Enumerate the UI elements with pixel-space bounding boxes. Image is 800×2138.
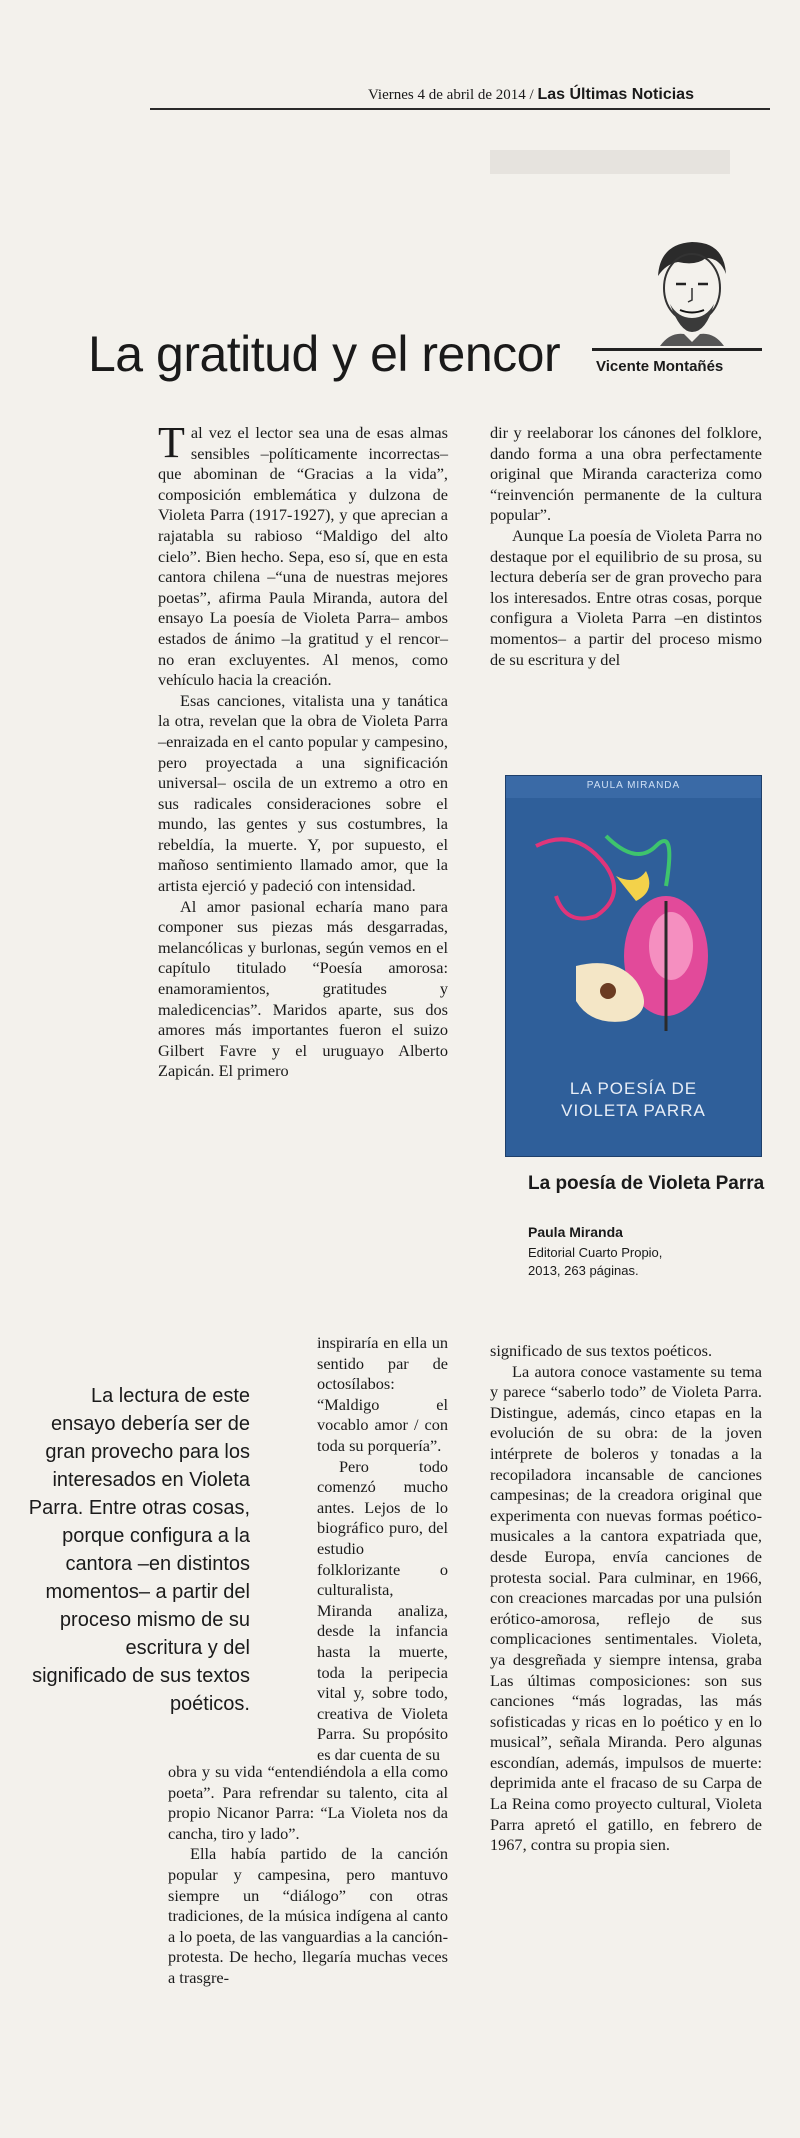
- book-details: 2013, 263 páginas.: [528, 1263, 639, 1278]
- author-byline: Vicente Montañés: [596, 358, 724, 375]
- article-paragraph-5: Ella había partido de la canción popular y campesina, pero mantuvo siempre un “diálogo” con otras tradiciones, de la música indígena al canto a lo poeta, de las vanguardias a la canción-protesta. De hecho, llegaría muchas veces a trasgre-: [168, 1844, 448, 1987]
- book-publication-info: [528, 1244, 738, 1280]
- page-header: [368, 86, 694, 104]
- cover-title: LA POESÍA DE VIOLETA PARRA: [561, 1079, 706, 1120]
- article-paragraph-3: Al amor pasional echaría mano para componer sus piezas más desgarradas, melancólicas y burlonas, según vemos en el capítulo titulado “Poesía amorosa: enamoramientos, gratitudes y maledicencias”. Maridos aparte, sus dos amores más importantes fueron el suizo Gilbert Favre y el uruguayo Alberto Zapicán. El primero: [158, 896, 448, 1081]
- author-rule: [592, 348, 762, 351]
- book-title: La poesía de Violeta Parra: [528, 1173, 765, 1194]
- article-paragraph-2: Esas canciones, vitalista una y tanática la otra, revelan que la obra de Violeta Parra –enraizada en el canto popular y campesino, pero proyectada a una significación universal– oscila de un extremo a otro en sus radicales consideraciones sobre el mundo, las gentes y sus costumbres, la rebeldía, la muerte. Y, por supuesto, el mañoso sentimiento llamado amor, que la artista ejerció y padeció con intensidad.: [158, 690, 448, 896]
- paragraph-text: al vez el lector sea una de esas almas sensibles –políticamente incorrectas– que abominan de “Gracias a la vida”, composición emblemática y dulzona de Violeta Parra (1917-1927), y que aprecian a rajatabla su rabioso “Maldigo del alto cielo”. Bien hecho. Sepa, eso sí, que en esta cantora chilena –“una de nuestras mejores poetas”, afirma Paula Miranda, autora del ensayo La poesía de Violeta Parra– ambos estados de ánimo –la gratitud y el rencor– no eran excluyentes. Al menos, como vehículo hacia la creación.: [158, 423, 448, 690]
- article-column-1: [158, 418, 448, 1082]
- article-paragraph-6-cont: significado de sus textos poéticos.: [490, 1341, 713, 1360]
- article-paragraph-5-cont: dir y reelaborar los cánones del folklore, dando forma a una obra perfectamente original que Miranda caracteriza como “reinvención permanente de la cultura popular”.: [490, 423, 762, 525]
- article-paragraph-4-cont: obra y su vida “entendiéndola a ella como poeta”. Para refrendar su talento, cita al propio Nicanor Parra: “La Violeta nos da cancha, tiro y lado”.: [168, 1762, 448, 1843]
- pull-quote: La lectura de este ensayo debería ser de gran provecho para los interesados en Violeta Parra. Entre otras cosas, porque configura a la cantora –en distintos momentos– a partir del proceso mismo de su escritura y del significado de sus textos poéticos.: [28, 1385, 250, 1715]
- article-column-2: [490, 423, 762, 670]
- publication-name: Las Últimas Noticias: [537, 86, 694, 103]
- cover-illustration: [516, 806, 751, 1056]
- article-paragraph-7: La autora conoce vastamente su tema y parece “saberlo todo” de Violeta Parra. Distingue, además, cinco etapas en la evolución de su obra: de la joven intérprete de boleros y tonadas a la recopiladora incansable de canciones campesinas; de la creadora original que experimenta con nuevas formas poético-musicales a la cantora expatriada que, desde Europa, envía canciones de protesta social. Para culminar, en 1966, con creaciones marcadas por una pulsión erótico-amorosa, reflejo de sus complicaciones sentimentales. Violeta, ya desgreñada y siempre intensa, graba Las últimas composiciones: son sus canciones “más logradas, las más sofisticadas y ricas en lo poético y en lo musical”, señala Miranda. Pero algunas escondían, además, impulsos de muerte: deprimida ante el fracaso de su Carpa de La Reina como proyecto cultural, Violeta Parra apretó el gatillo, en febrero de 1967, contra su propia sien.: [490, 1361, 762, 1855]
- book-cover-image: [505, 775, 762, 1157]
- author-portrait: [640, 236, 740, 346]
- book-publisher: Editorial Cuarto Propio,: [528, 1245, 663, 1260]
- article-paragraph-6: Aunque La poesía de Violeta Parra no destaque por el equilibrio de su prosa, su lectura debería ser de gran provecho para los interesados. Entre otras cosas, porque configura a Violeta Parra –en distintos momentos– a partir del proceso mismo de su escritura y del: [490, 525, 762, 669]
- article-column-1-bottom: [168, 1762, 448, 1989]
- book-author: Paula Miranda: [528, 1224, 623, 1240]
- article-paragraph-1: [158, 418, 448, 691]
- header-rule: [150, 108, 770, 110]
- article-paragraph-4: Pero todo comenzó mucho antes. Lejos de lo biográfico puro, del estudio folklorizante o culturalista, Miranda analiza, desde la infancia hasta la muerte, toda la peripecia vital y, sobre todo, creativa de Violeta Parra. Su propósito es dar cuenta de su: [317, 1456, 448, 1764]
- show-through-smudge: [490, 150, 730, 174]
- header-date: Viernes 4 de abril de 2014 /: [368, 87, 534, 103]
- article-paragraph-3-cont: inspiraría en ella un sentido par de octosílabos: “Maldigo el vocablo amor / con toda su porquería”.: [317, 1333, 448, 1455]
- article-column-2-bottom: [490, 1341, 762, 1856]
- article-title: La gratitud y el rencor: [88, 326, 561, 382]
- cover-author: PAULA MIRANDA: [586, 780, 681, 791]
- article-column-1-narrow: [317, 1333, 448, 1765]
- drop-cap: T: [158, 418, 185, 467]
